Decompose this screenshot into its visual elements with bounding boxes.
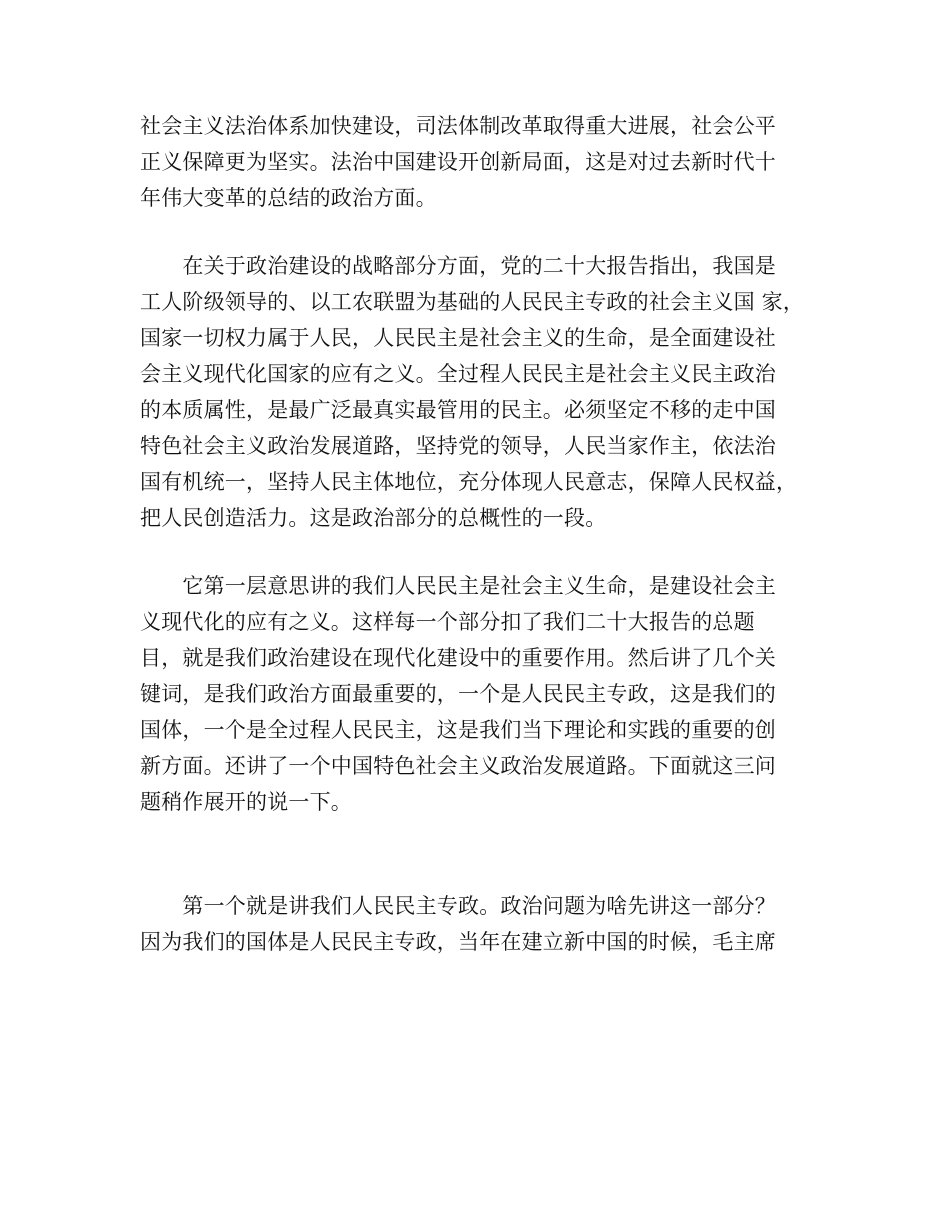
text-line: 会主义现代化国家的应有之义。全过程人民民主是社会主义民主政治 xyxy=(140,362,776,386)
text-line: 新方面。还讲了一个中国特色社会主义政治发展道路。下面就这三问 xyxy=(140,754,776,778)
text-line: 国有机统一，坚持人民主体地位，充分体现人民意志，保障人民权益， xyxy=(140,470,798,494)
text-line: 特色社会主义政治发展道路，坚持党的领导，人民当家作主，依法治 xyxy=(140,434,776,458)
text-line: 因为我们的国体是人民民主专政，当年在建立新中国的时候，毛主席 xyxy=(140,930,776,954)
text-line: 年伟大变革的总结的政治方面。 xyxy=(140,186,437,210)
paragraph-3 xyxy=(140,568,820,820)
text-line: 目，就是我们政治建设在现代化建设中的重要作用。然后讲了几个关 xyxy=(140,646,776,670)
text-line: 把人民创造活力。这是政治部分的总概性的一段。 xyxy=(140,506,607,530)
text-line: 题稍作展开的说一下。 xyxy=(140,790,352,814)
paragraph-1 xyxy=(140,108,820,216)
text-line: 义现代化的应有之义。这样每一个部分扣了我们二十大报告的总题 xyxy=(140,610,755,634)
paragraph-2 xyxy=(140,248,820,536)
text-line: 社会主义法治体系加快建设，司法体制改革取得重大进展，社会公平 xyxy=(140,114,776,138)
text-line: 的本质属性，是最广泛最真实最管用的民主。必须坚定不移的走中国 xyxy=(140,398,776,422)
paragraph-4 xyxy=(140,888,820,960)
text-line: 它第一层意思讲的我们人民民主是社会主义生命，是建设社会主 xyxy=(140,574,776,598)
text-line: 国体，一个是全过程人民民主，这是我们当下理论和实践的重要的创 xyxy=(140,718,776,742)
text-line: 工人阶级领导的、以工农联盟为基础的人民民主专政的社会主义国 家， xyxy=(140,290,805,314)
text-line: 国家一切权力属于人民，人民民主是社会主义的生命，是全面建设社 xyxy=(140,326,776,350)
text-line: 在关于政治建设的战略部分方面，党的二十大报告指出，我国是 xyxy=(140,254,776,278)
text-line: 正义保障更为坚实。法治中国建设开创新局面，这是对过去新时代十 xyxy=(140,150,776,174)
text-line: 第一个就是讲我们人民民主专政。政治问题为啥先讲这一部分？ xyxy=(140,894,776,918)
text-line: 键词，是我们政治方面最重要的，一个是人民民主专政，这是我们的 xyxy=(140,682,776,706)
